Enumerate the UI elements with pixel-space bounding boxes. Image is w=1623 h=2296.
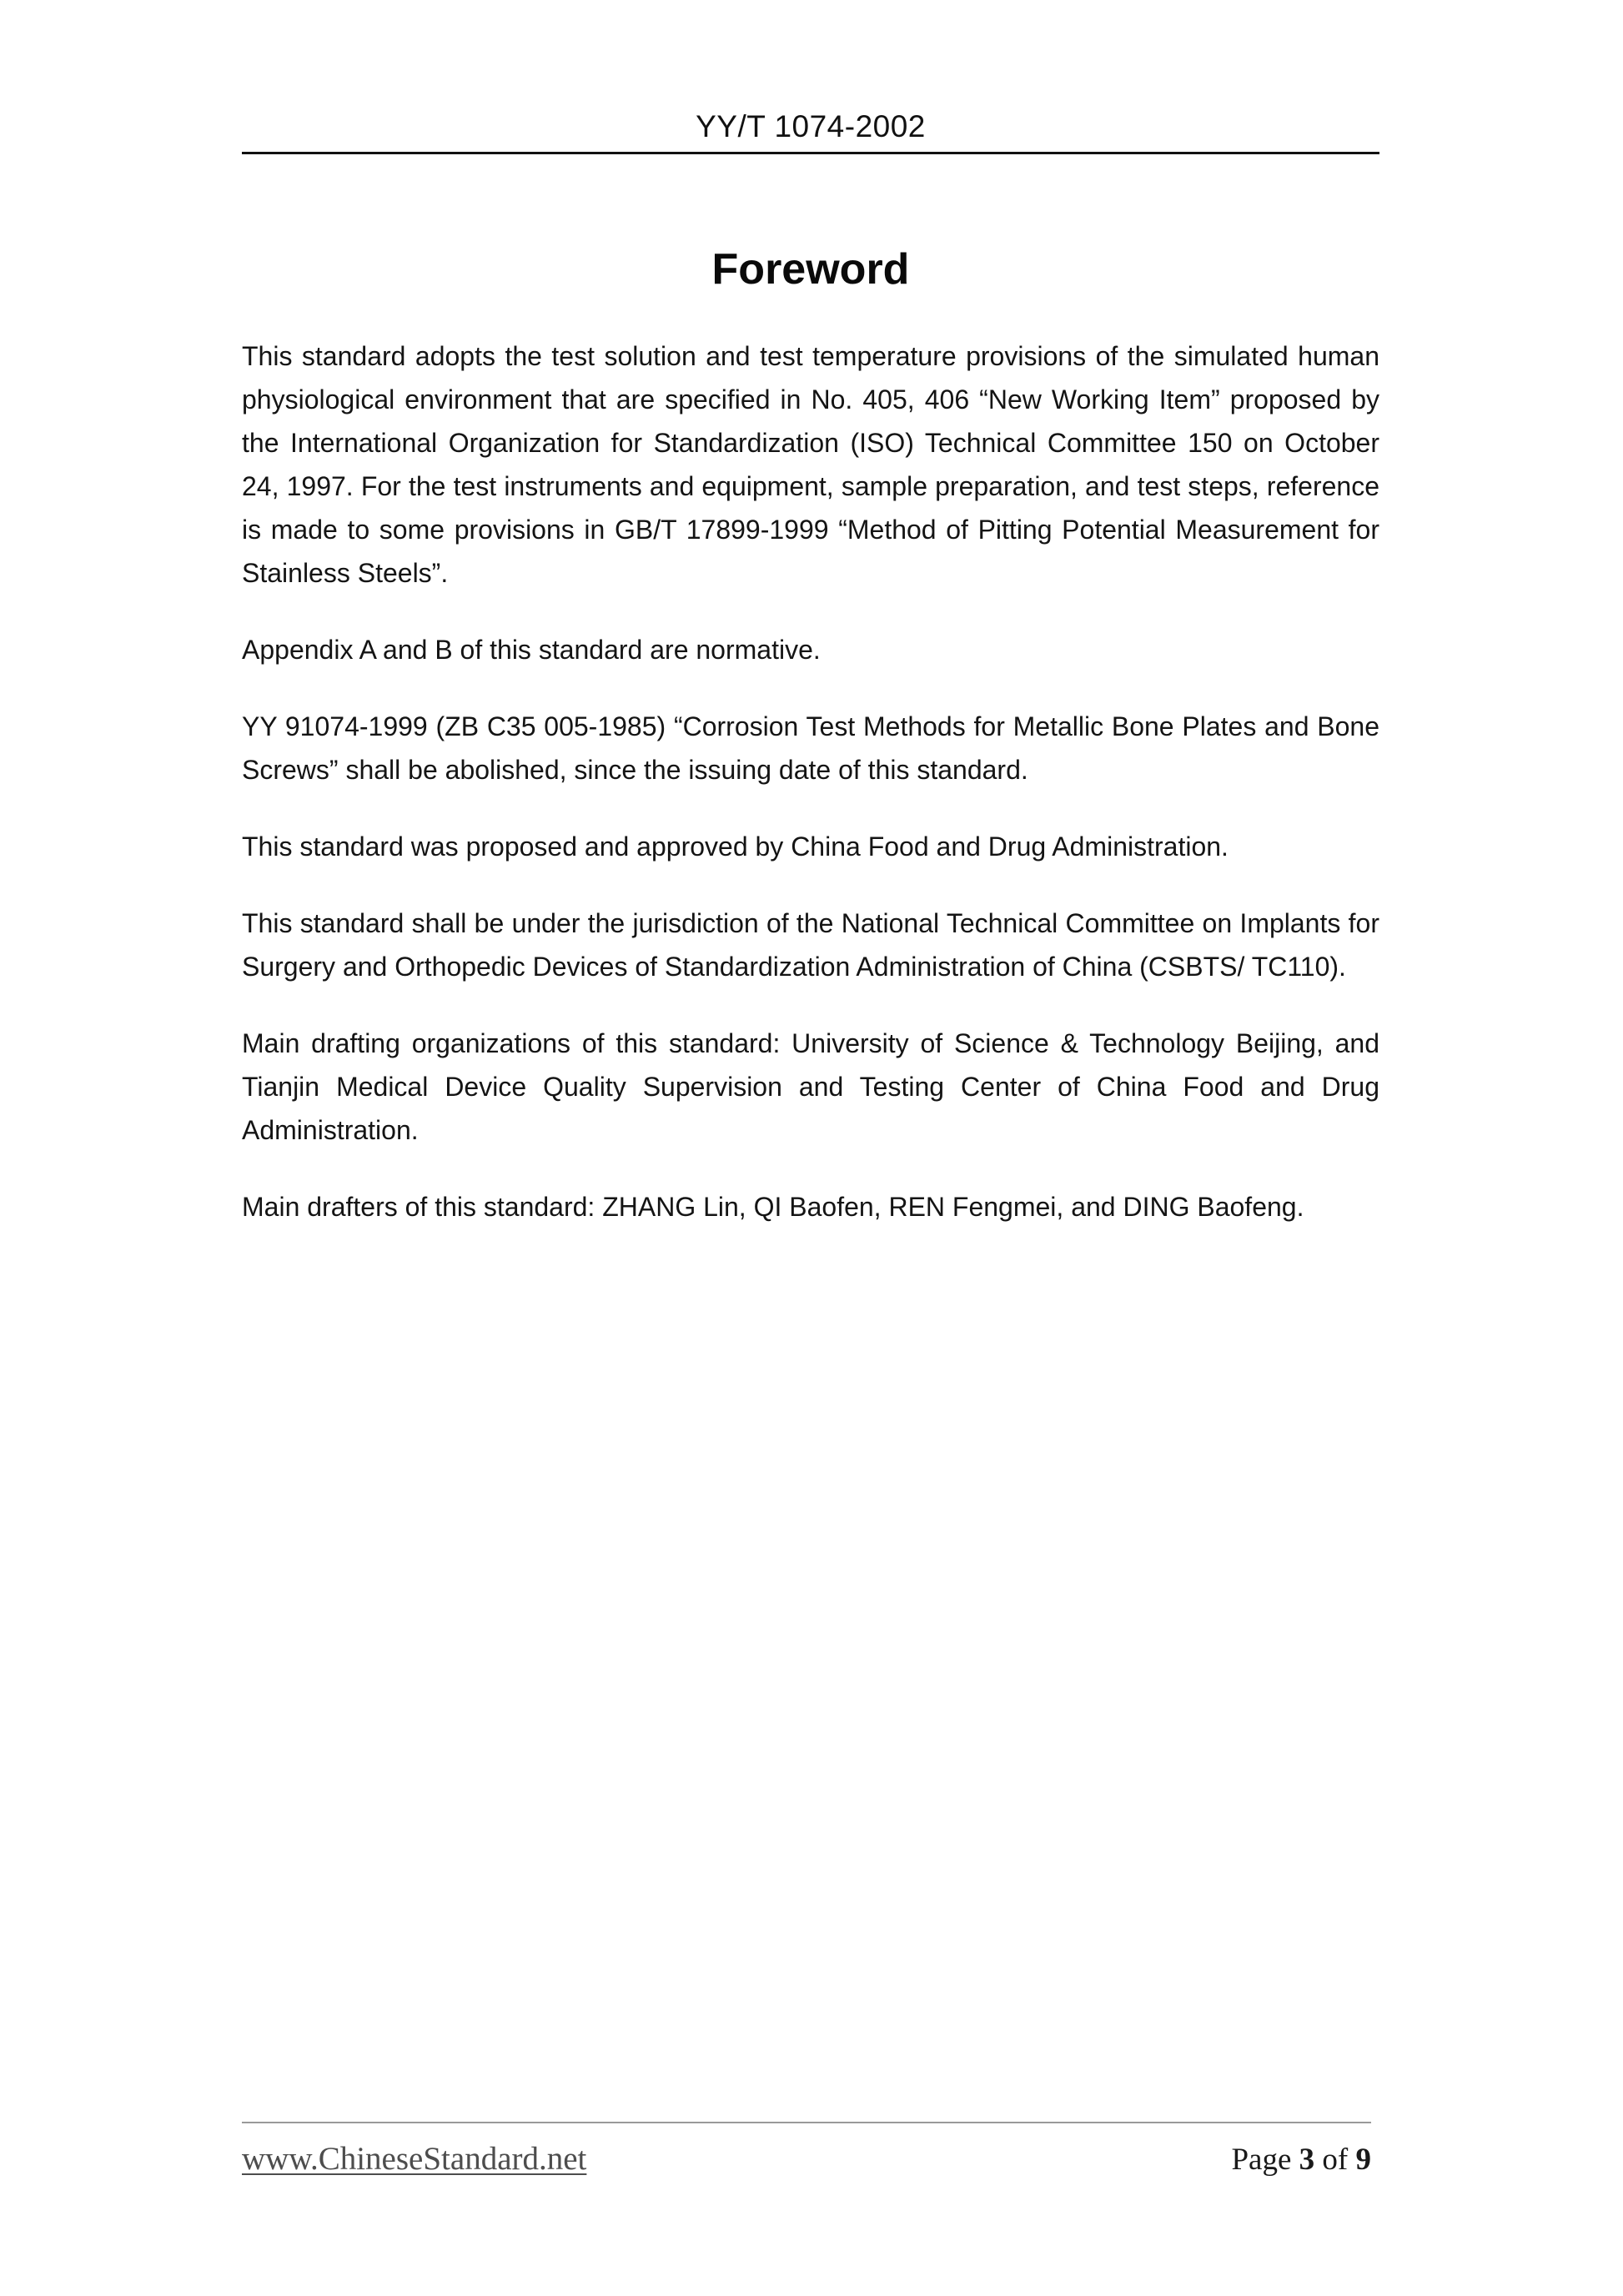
paragraph-proposed: This standard was proposed and approved by China Food and Drug Administration. [242,831,1229,862]
page-header [242,0,1379,154]
page-label-prefix: Page [1231,2143,1299,2177]
standard-code: YY/T 1074-2002 [696,109,926,143]
page-current-number: 3 [1299,2143,1315,2177]
paragraph-drafters: Main drafters of this standard: ZHANG Lin, QI Baofen, REN Fengmei, and DING Baofeng. [242,1192,1304,1222]
paragraph-jurisdiction: This standard shall be under the jurisdiction of the National Technical Committee on Implants for Surgery and Orthopedic Devices of Standardization Administration of China (CSBTS/ TC110). [242,908,1379,982]
paragraph-appendix: Appendix A and B of this standard are normative. [242,635,821,665]
page-footer [242,2122,1371,2179]
header-rule [242,152,1379,154]
paragraph-abolished: YY 91074-1999 (ZB C35 005-1985) “Corrosion Test Methods for Metallic Bone Plates and Bone Screws” shall be abolished, since the issuing date of this standard. [242,711,1379,785]
page-label-separator: of [1314,2143,1356,2177]
website-link[interactable]: www.ChineseStandard.net [242,2141,587,2177]
page-title: Foreword [711,245,910,294]
page-number-label [1231,2141,1371,2179]
footer-divider [242,2122,1371,2123]
document-body [242,334,1379,1228]
paragraph-drafting-organizations: Main drafting organizations of this standard: University of Science & Technology Beijing, and Tianjin Medical Device Quality Supervision and Testing Center of China Food and Drug Administration. [242,1028,1379,1145]
page-total-number: 9 [1355,2143,1371,2177]
paragraph-adoption: This standard adopts the test solution and test temperature provisions of the simulated human physiological environment that are specified in No. 405, 406 “New Working Item” proposed by the International Organization for Standardization (ISO) Technical Committee 150 on October 24, 1997. For the test instruments and equipment, sample preparation, and test steps, reference is made to some provisions in GB/T 17899-1999 “Method of Pitting Potential Measurement for Stainless Steels”. [242,341,1379,588]
